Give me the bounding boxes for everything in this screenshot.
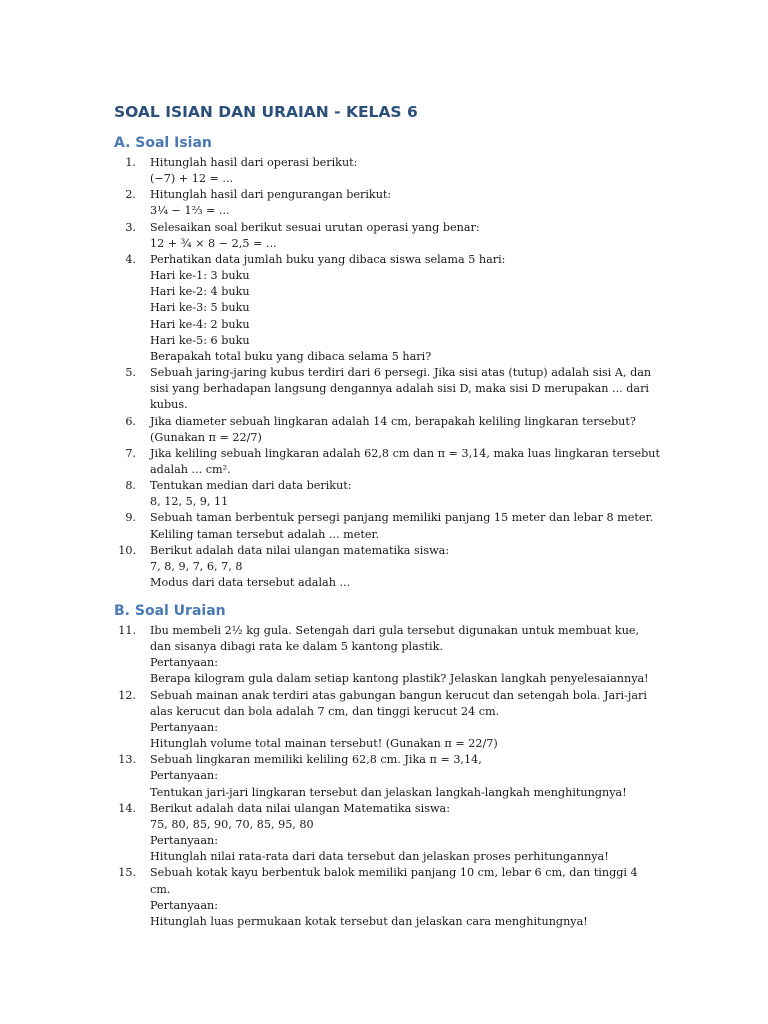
question-line: (−7) + 12 = ... [150, 172, 234, 186]
question-body [136, 510, 674, 542]
question-text: Sebuah kotak kayu berbentuk balok memiliki panjang 10 cm, lebar 6 cm, dan tinggi 4 [150, 866, 638, 880]
question-line: 7, 8, 9, 7, 6, 7, 8 [150, 559, 243, 573]
question-item [114, 446, 674, 478]
question-body [136, 252, 674, 365]
document-title: SOAL ISIAN DAN URAIAN - KELAS 6 [114, 103, 418, 121]
question-text: Sebuah mainan anak terdiri atas gabungan bangun kerucut dan setengah bola. Jari-jari [150, 688, 647, 702]
question-body [136, 365, 674, 413]
question-number: 4. [125, 252, 136, 266]
question-number: 1. [125, 156, 136, 169]
question-line: alas kerucut dan bola adalah 7 cm, dan tinggi kerucut 24 cm. [150, 704, 500, 718]
question-line: Pertanyaan: [150, 898, 218, 912]
section-heading-uraian: B. Soal Uraian [114, 603, 226, 619]
question-item [114, 187, 674, 219]
question-item [114, 865, 674, 930]
question-text: Sebuah taman berbentuk persegi panjang memiliki panjang 15 meter dan lebar 8 meter. [150, 511, 654, 525]
question-text: Sebuah lingkaran memiliki keliling 62,8 cm. Jika π = 3,14, [150, 753, 482, 767]
question-line: cm. [150, 882, 171, 896]
question-list-uraian [114, 623, 674, 930]
question-body [136, 865, 674, 930]
question-item [114, 478, 674, 510]
question-number: 13. [118, 753, 136, 767]
question-line: Pertanyaan: [150, 769, 218, 783]
question-body [136, 220, 674, 252]
question-line: Modus dari data tersebut adalah ... [150, 576, 351, 590]
question-item [114, 623, 674, 688]
question-number: 7. [125, 446, 136, 460]
question-number: 8. [125, 479, 136, 493]
question-line: Berapakah total buku yang dibaca selama 5 hari? [150, 349, 432, 363]
question-body [136, 446, 674, 478]
question-item [114, 155, 674, 187]
question-text: Jika diameter sebuah lingkaran adalah 14 cm, berapakah keliling lingkaran tersebut? [150, 414, 636, 428]
question-item [114, 543, 674, 591]
question-text: Selesaikan soal berikut sesuai urutan operasi yang benar: [150, 220, 480, 234]
question-item [114, 510, 674, 542]
question-body [136, 801, 674, 866]
question-body [136, 187, 674, 219]
question-text: Ibu membeli 2½ kg gula. Setengah dari gula tersebut digunakan untuk membuat kue, [150, 624, 640, 637]
question-line: dan sisanya dibagi rata ke dalam 5 kantong plastik. [150, 640, 443, 654]
question-line: (Gunakan π = 22/7) [150, 430, 262, 444]
question-body [136, 478, 674, 510]
question-body [136, 688, 674, 753]
question-item [114, 220, 674, 252]
question-list-isian [114, 155, 674, 591]
question-body [136, 155, 674, 187]
question-line: 12 + ¾ × 8 − 2,5 = ... [150, 236, 277, 250]
question-body [136, 752, 674, 800]
question-line: Hari ke-2: 4 buku [150, 285, 250, 299]
question-item [114, 365, 674, 413]
question-number: 5. [125, 366, 136, 380]
question-line: Hitunglah nilai rata-rata dari data tersebut dan jelaskan proses perhitungannya! [150, 850, 609, 864]
question-line: Keliling taman tersebut adalah ... meter. [150, 527, 380, 541]
question-number: 14. [118, 801, 136, 815]
question-number: 15. [118, 866, 136, 880]
question-number: 9. [125, 511, 136, 525]
question-line: Hari ke-5: 6 buku [150, 333, 250, 347]
question-text: Berikut adalah data nilai ulangan matematika siswa: [150, 543, 450, 557]
question-text: Hitunglah hasil dari operasi berikut: [150, 156, 358, 169]
question-number: 10. [118, 543, 136, 557]
question-body [136, 414, 674, 446]
question-line: Hitunglah luas permukaan kotak tersebut dan jelaskan cara menghitungnya! [150, 914, 588, 928]
question-item [114, 688, 674, 753]
question-line: kubus. [150, 398, 188, 412]
question-item [114, 252, 674, 365]
question-item [114, 801, 674, 866]
question-text: Berikut adalah data nilai ulangan Matematika siswa: [150, 801, 450, 815]
question-number: 12. [118, 688, 136, 702]
question-text: Hitunglah hasil dari pengurangan berikut: [150, 188, 392, 202]
question-line: sisi yang berhadapan langsung dengannya adalah sisi D, maka sisi D merupakan ... dari [150, 382, 649, 396]
question-number: 11. [118, 624, 136, 637]
question-line: 8, 12, 5, 9, 11 [150, 495, 229, 509]
question-line: Pertanyaan: [150, 720, 218, 734]
question-line: Hari ke-1: 3 buku [150, 269, 250, 283]
question-line: Tentukan jari-jari lingkaran tersebut dan jelaskan langkah-langkah menghitungnya! [150, 785, 627, 799]
question-line: Pertanyaan: [150, 656, 218, 670]
question-text: Perhatikan data jumlah buku yang dibaca siswa selama 5 hari: [150, 252, 506, 266]
question-body [136, 623, 674, 688]
question-item [114, 414, 674, 446]
question-line: 3¼ − 1⅔ = ... [150, 204, 230, 218]
question-line: Berapa kilogram gula dalam setiap kantong plastik? Jelaskan langkah penyelesaiannya! [150, 672, 649, 686]
question-number: 6. [125, 414, 136, 428]
question-line: Hari ke-4: 2 buku [150, 317, 250, 331]
question-body [136, 543, 674, 591]
question-line: adalah ... cm². [150, 462, 231, 476]
question-line: Pertanyaan: [150, 834, 218, 848]
question-number: 2. [125, 188, 136, 202]
question-text: Tentukan median dari data berikut: [150, 479, 352, 493]
question-text: Jika keliling sebuah lingkaran adalah 62,8 cm dan π = 3,14, maka luas lingkaran tersebut [150, 446, 660, 460]
question-number: 3. [125, 220, 136, 234]
question-line: Hari ke-3: 5 buku [150, 301, 250, 315]
question-item [114, 752, 674, 800]
question-text: Sebuah jaring-jaring kubus terdiri dari 6 persegi. Jika sisi atas (tutup) adalah sisi A, dan [150, 366, 652, 380]
question-line: 75, 80, 85, 90, 70, 85, 95, 80 [150, 817, 314, 831]
question-line: Hitunglah volume total mainan tersebut! (Gunakan π = 22/7) [150, 737, 498, 751]
section-heading-isian: A. Soal Isian [114, 135, 212, 151]
